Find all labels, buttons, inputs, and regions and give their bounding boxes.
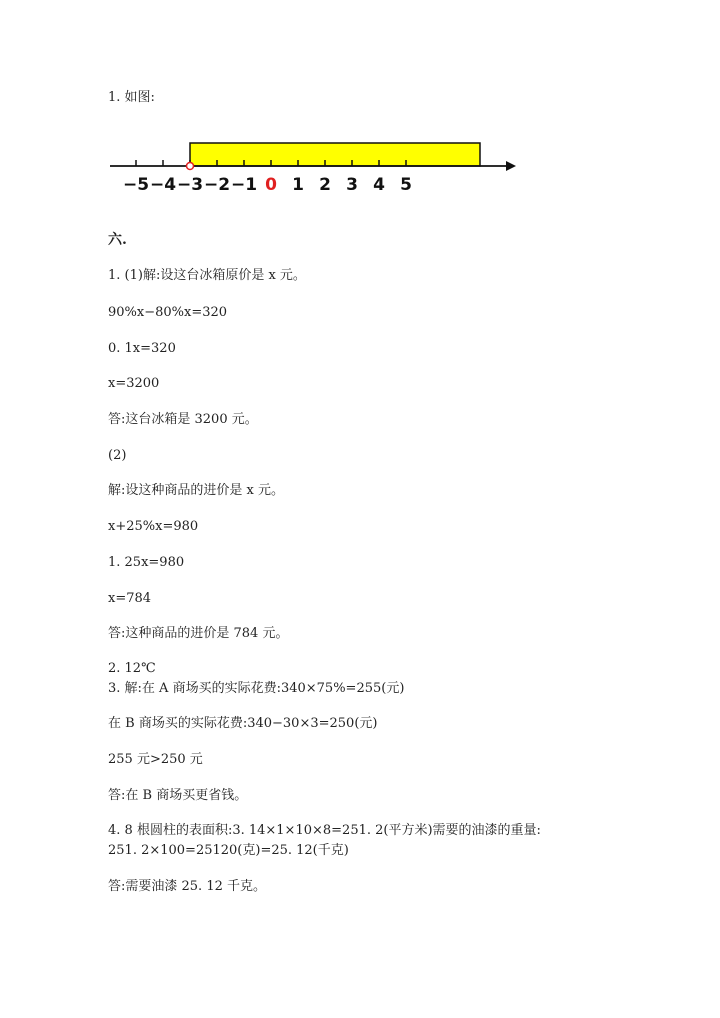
tick-label: 5 bbox=[400, 175, 412, 195]
q1-answer: 答:这台冰箱是 3200 元。 bbox=[108, 412, 258, 427]
tick-label: −2 bbox=[203, 175, 231, 195]
q4-line-1: 4. 8 根圆柱的表面积:3. 14×1×10×8=251. 2(平方米)需要的油漆的重量: bbox=[108, 823, 541, 838]
q1-equation-3: x=3200 bbox=[108, 376, 160, 391]
q1-part1-intro: 1. (1)解:设这台冰箱原价是 x 元。 bbox=[108, 268, 306, 283]
problem-1-label: 1. 如图: bbox=[108, 90, 155, 105]
tick-label: 2 bbox=[319, 175, 331, 195]
q1-answer-2: 答:这种商品的进价是 784 元。 bbox=[108, 626, 289, 641]
q1-part2-label: (2) bbox=[108, 448, 127, 463]
tick-label: 1 bbox=[292, 175, 304, 195]
tick-label: −5 bbox=[122, 175, 150, 195]
tick-label: −4 bbox=[149, 175, 177, 195]
number-line-figure bbox=[108, 130, 528, 202]
q4-line-2: 251. 2×100=25120(克)=25. 12(千克) bbox=[108, 843, 349, 858]
q1-equation-2: 0. 1x=320 bbox=[108, 341, 176, 356]
tick-label: −3 bbox=[176, 175, 204, 195]
q3-answer: 答:在 B 商场买更省钱。 bbox=[108, 788, 248, 803]
q1-part2-intro: 解:设这种商品的进价是 x 元。 bbox=[108, 483, 284, 498]
q1-equation-6: x=784 bbox=[108, 591, 152, 606]
q2-answer: 2. 12℃ bbox=[108, 661, 156, 676]
tick-label: 4 bbox=[373, 175, 385, 195]
tick-label: 0 bbox=[265, 175, 277, 195]
solution-range-highlight bbox=[190, 143, 480, 166]
open-endpoint-marker bbox=[187, 163, 194, 170]
section-6-heading: 六. bbox=[108, 232, 127, 248]
q4-answer: 答:需要油漆 25. 12 千克。 bbox=[108, 879, 266, 894]
q1-equation-5: 1. 25x=980 bbox=[108, 555, 185, 570]
tick-label: −1 bbox=[230, 175, 258, 195]
tick-label: 3 bbox=[346, 175, 358, 195]
axis-arrow-icon bbox=[506, 161, 516, 171]
q3-line-3: 255 元>250 元 bbox=[108, 752, 203, 767]
q1-equation-1: 90%x−80%x=320 bbox=[108, 305, 228, 320]
tick-labels bbox=[123, 175, 412, 195]
q1-equation-4: x+25%x=980 bbox=[108, 519, 199, 534]
q3-line-1: 3. 解:在 A 商场买的实际花费:340×75%=255(元) bbox=[108, 681, 405, 696]
q3-line-2: 在 B 商场买的实际花费:340−30×3=250(元) bbox=[108, 716, 378, 731]
